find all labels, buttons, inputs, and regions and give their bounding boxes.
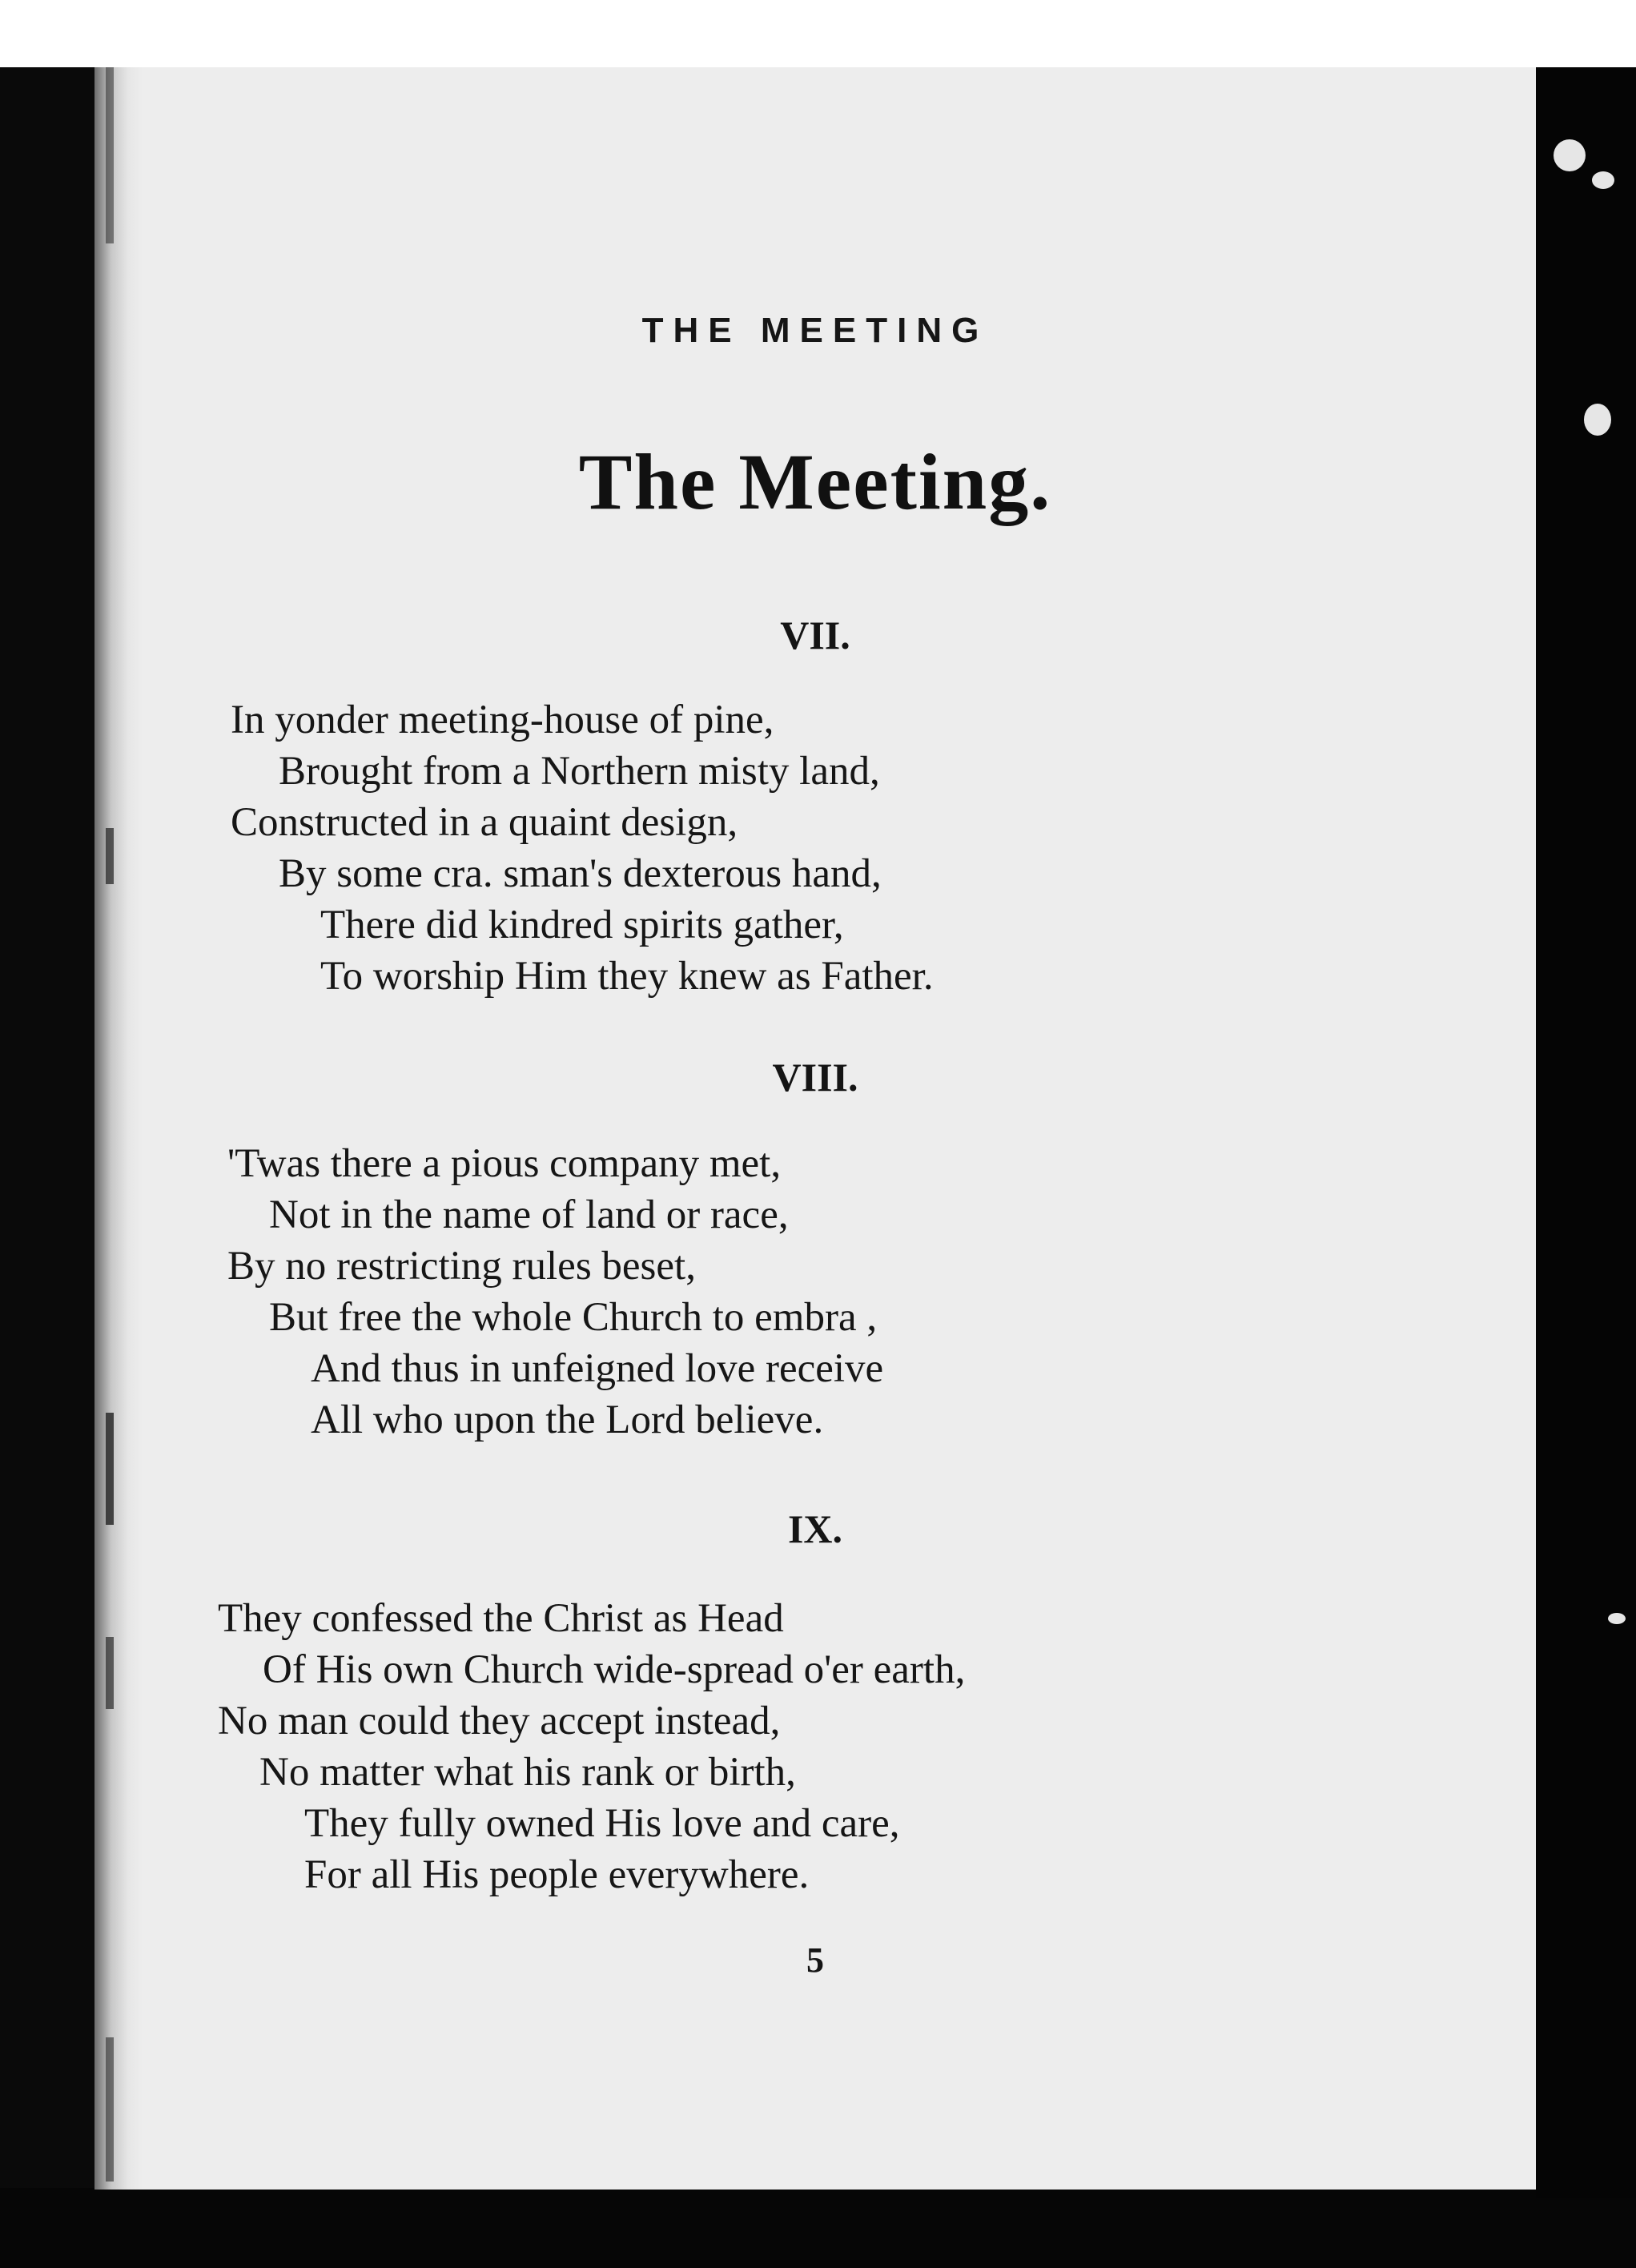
running-head: THE MEETING [641,311,989,350]
gutter-binding-marks [106,67,125,2190]
poem-line: No matter what his rank or birth, [259,1750,796,1795]
poem-line: But free the whole Church to embra , [269,1295,878,1340]
poem-line: They fully owned His love and care, [304,1801,900,1846]
poem-line: By no restricting rules beset, [227,1244,696,1289]
poem-line: No man could they accept instead, [218,1699,781,1743]
poem-line: To worship Him they knew as Father. [320,954,934,999]
binding-mark [106,2037,114,2182]
poem-line: They confessed the Christ as Head [218,1596,784,1641]
scan-left-margin [0,67,94,2188]
poem-line: All who upon the Lord believe. [311,1397,824,1442]
poem-line: Brought from a Northern misty land, [279,749,880,794]
poem-line: Of His own Church wide-spread o'er earth, [263,1647,966,1692]
scan-speck [1608,1613,1626,1624]
poem-line: And thus in unfeigned love receive [311,1346,884,1391]
binding-mark [106,67,114,243]
stanza-number: VIII. [772,1055,858,1100]
poem-line: Constructed in a quaint design, [231,800,738,845]
page-number: 5 [806,1940,824,1980]
scan-speck [1554,139,1586,171]
stanza-number: IX. [787,1506,843,1551]
poem-title: The Meeting. [578,437,1052,526]
scan-top-band [0,0,1636,67]
stanza-number: VII. [780,613,850,657]
poem-line: 'Twas there a pious company met, [227,1141,782,1186]
scan-right-edge [1536,67,1636,2198]
binding-mark [106,1637,114,1709]
scan-speck [1584,404,1611,436]
poem-line: There did kindred spirits gather, [320,903,844,947]
poem-line: Not in the name of land or race, [269,1192,789,1237]
poem-line: By some cra. sman's dexterous hand, [279,851,882,896]
poem-line: In yonder meeting-house of pine, [231,698,774,742]
scan-speck [1592,171,1614,189]
binding-mark [106,828,114,884]
book-page [94,67,1536,2190]
poem-line: For all His people everywhere. [304,1852,810,1897]
